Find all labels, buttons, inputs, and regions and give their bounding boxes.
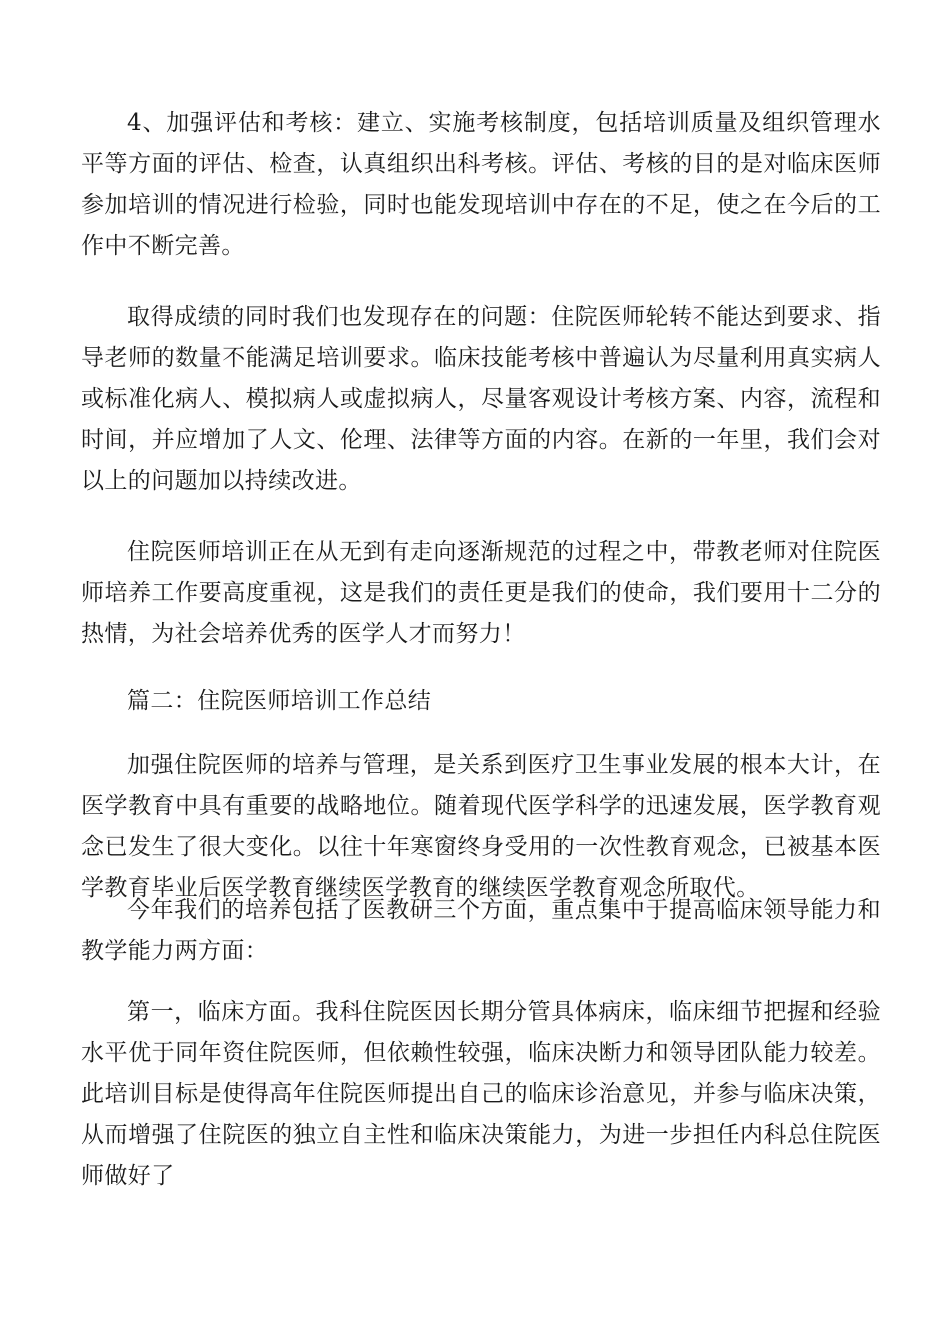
section-heading: 篇二：住院医师培训工作总结 bbox=[127, 688, 432, 714]
paragraph-problems: 取得成绩的同时我们也发现存在的问题：住院医师轮转不能达到要求、指导老师的数量不能满足培训要求。临床技能考核中普遍认为尽量利用真实病人或标准化病人、模拟病人或虚拟病人，尽量客观设计考核方案、内容，流程和时间，并应增加了人文、伦理、法律等方面的内容。在新的一年里，我们会对以上的问题加以持续改进。 bbox=[81, 304, 881, 494]
paragraph-assessment: 4、加强评估和考核：建立、实施考核制度，包括培训质量及组织管理水平等方面的评估、检查，认真组织出科考核。评估、考核的目的是对临床医师参加培训的情况进行检验，同时也能发现培训中存在的不足，使之在今后的工作中不断完善。 bbox=[81, 110, 881, 259]
paragraph-conclusion: 住院医师培训正在从无到有走向逐渐规范的过程之中，带教老师对住院医师培养工作要高度重视，这是我们的责任更是我们的使命，我们要用十二分的热情，为社会培养优秀的医学人才而努力！ bbox=[81, 539, 881, 647]
paragraph-training-scope: 今年我们的培养包括了医教研三个方面，重点集中于提高临床领导能力和教学能力两方面： bbox=[81, 897, 881, 964]
paragraph-clinical: 第一，临床方面。我科住院医因长期分管具体病床，临床细节把握和经验水平优于同年资住院医师，但依赖性较强，临床决断力和领导团队能力较差。此培训目标是使得高年住院医师提出自己的临床诊治意见，并参与临床决策，从而增强了住院医的独立自主性和临床决策能力，为进一步担任内科总住院医师做好了 bbox=[81, 999, 881, 1189]
paragraph-intro: 加强住院医师的培养与管理，是关系到医疗卫生事业发展的根本大计，在医学教育中具有重要的战略地位。随着现代医学科学的迅速发展，医学教育观念已发生了很大变化。以往十年寒窗终身受用的一次性教育观念，已被基本医学教育毕业后医学教育继续医学教育的继续医学教育观念所取代。 bbox=[81, 752, 881, 901]
